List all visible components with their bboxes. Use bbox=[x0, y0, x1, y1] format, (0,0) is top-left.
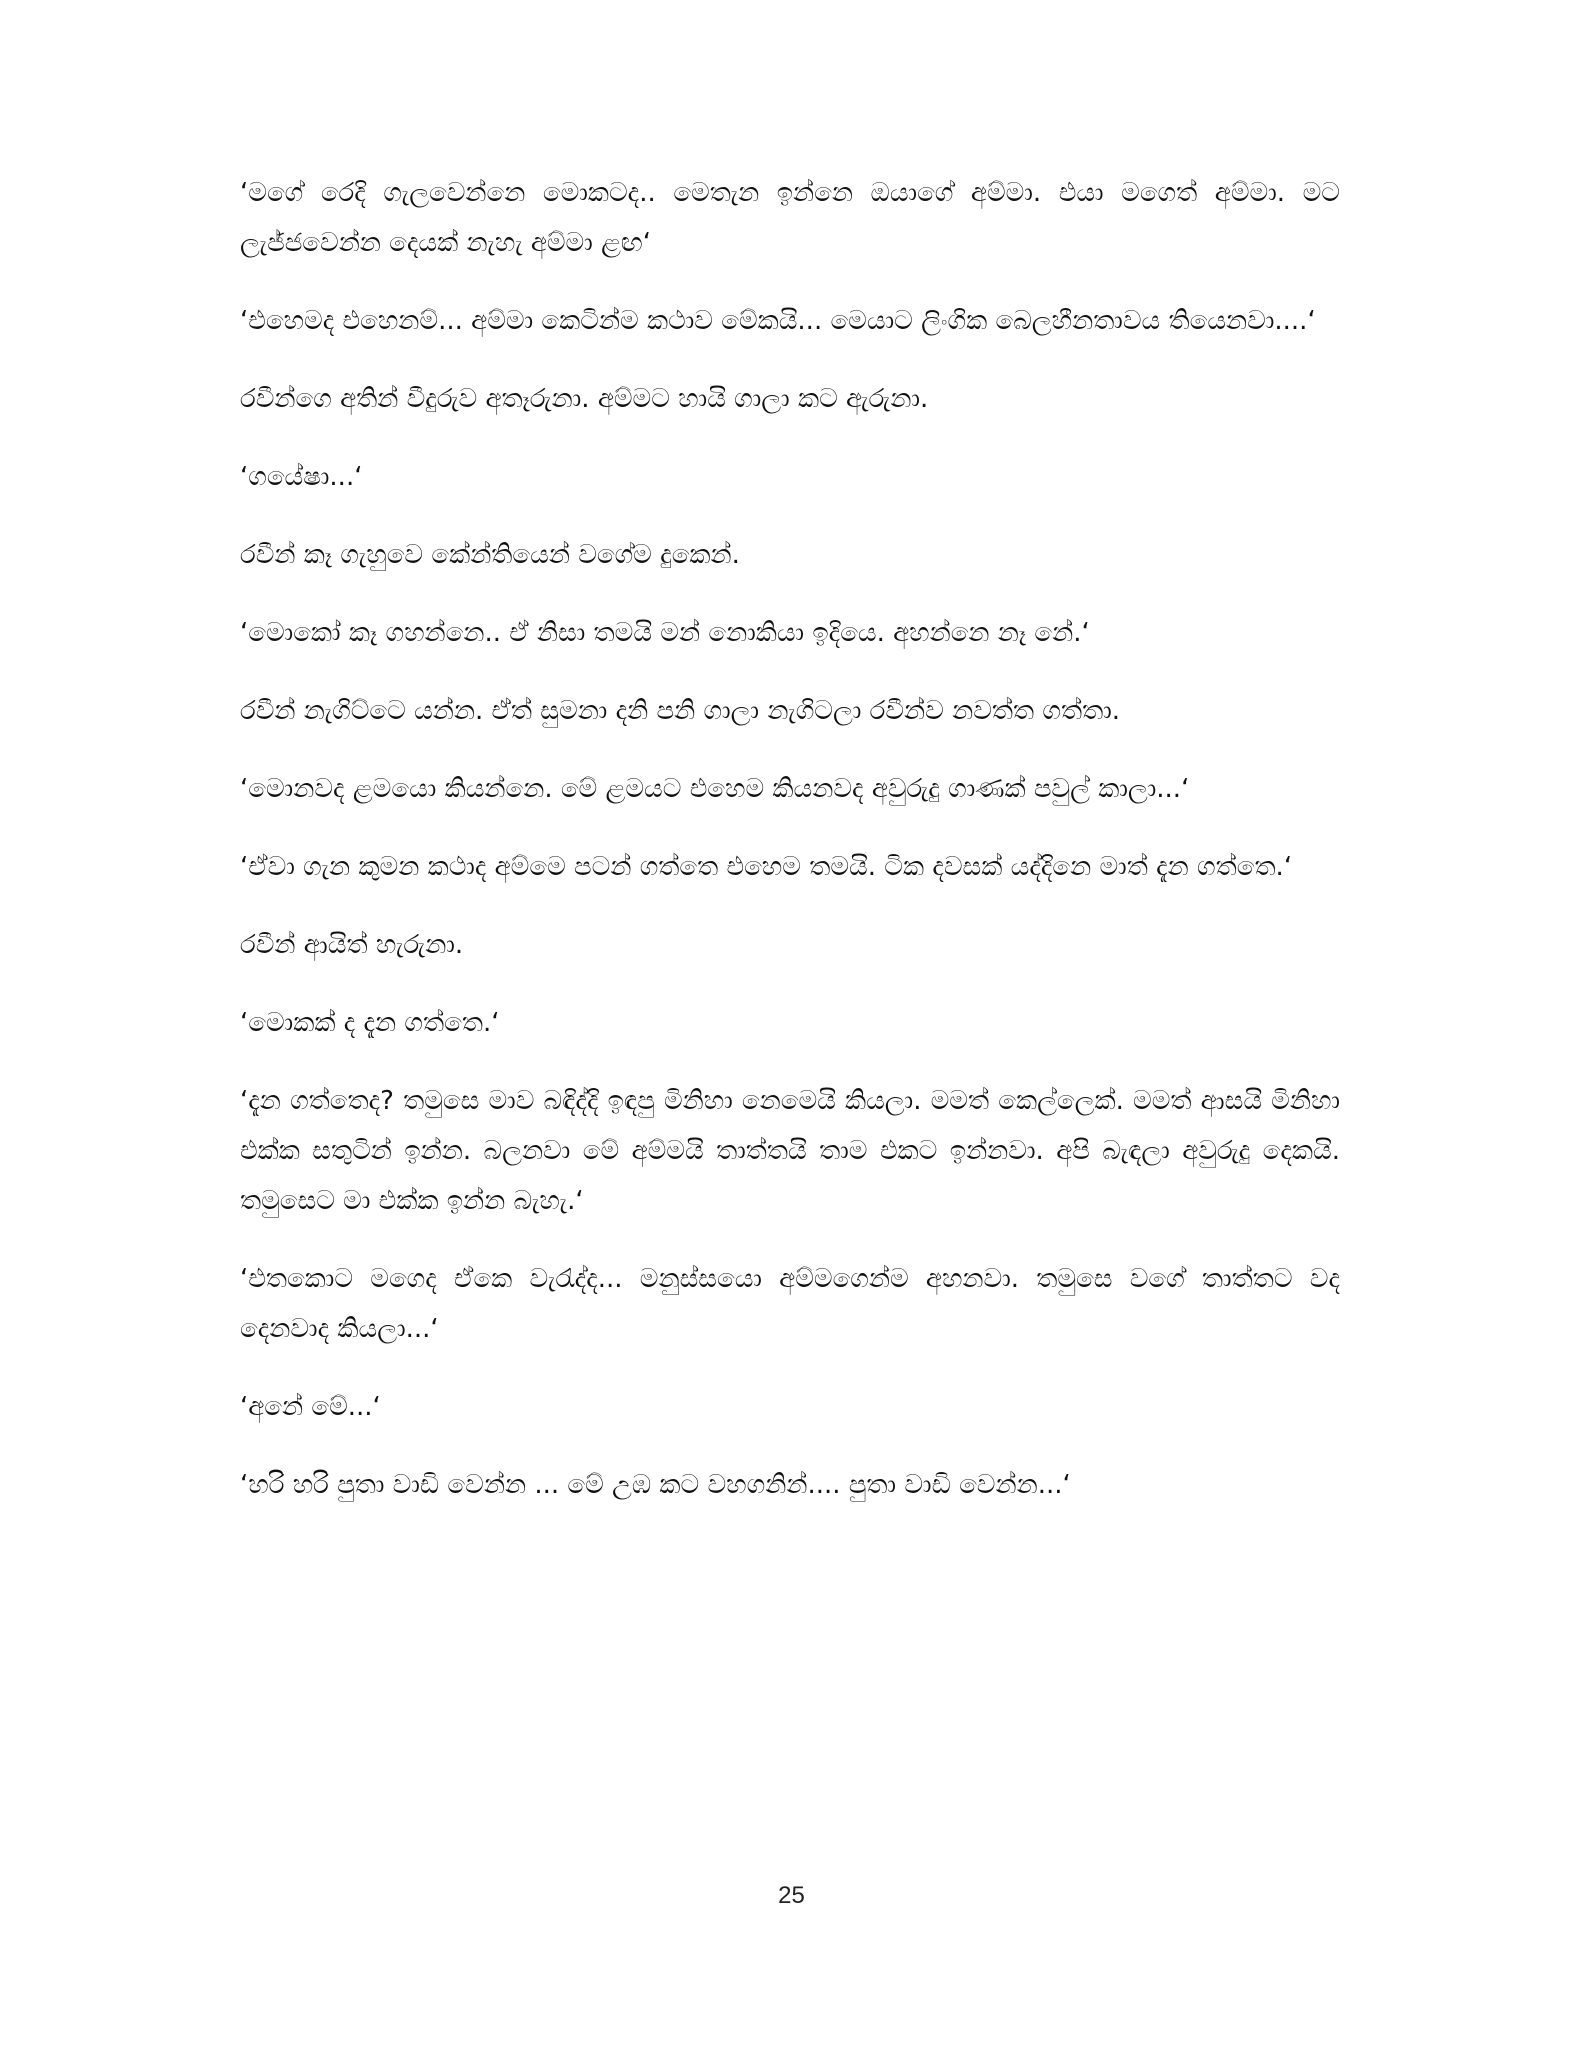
paragraph: ‘හරි හරි පුතා වාඩි වෙන්න ... මේ උඹ කට වහගනින්.... පුතා වාඩි වෙන්න...‘ bbox=[240, 1470, 1071, 1500]
paragraph: ‘ගයේෂා...‘ bbox=[240, 462, 363, 492]
paragraph: රවීන් ආයිත් හැරුනා. bbox=[240, 930, 464, 960]
page-number: 25 bbox=[778, 1882, 805, 1909]
body-text bbox=[240, 168, 1340, 1538]
paragraph: රවීන්ගෙ අතින් වීදුරුව අතෑරුනා. අම්මට හායි ගාලා කට ඇරුනා. bbox=[240, 384, 929, 414]
paragraph: රවීන් නැගිට්ටෙ යන්න. ඒත් සුමනා දනි පනි ගාලා නැගිටලා රවීන්ව නවත්ත ගත්තා. bbox=[240, 696, 1121, 726]
paragraph: ‘අනේ මේ...‘ bbox=[240, 1392, 381, 1422]
paragraph: ‘දැන ගත්තෙද? තමුසෙ මාව බඳිද්දි ඉඳපු මිනිහා නෙමෙයි කියලා. මමත් කෙල්ලෙක්. මමත් ආසයි මිනිහා එක්ක සතුටින් ඉන්න. බලනවා මේ අම්මයි තාත්තයි තාම එකට ඉන්නවා. අපි බැඳලා අවුරුදු දෙකයි. තමුසෙට මා එක්ක ඉන්න බැහැ.‘ bbox=[240, 1086, 1340, 1216]
paragraph: ‘මගේ රෙදි ගැලවෙන්නෙ මොකටද.. මෙතැන ඉන්නෙ ඔයාගේ අම්මා. එයා මගෙත් අම්මා. මට ලැජ්ජවෙන්න දෙයක් නැහැ අම්මා ළඟ‘ bbox=[240, 178, 1340, 258]
paragraph: ‘මොනවද ළමයො කියන්නෙ. මේ ළමයට එහෙම කියනවද අවුරුදු ගාණක් පවුල් කාලා...‘ bbox=[240, 774, 1190, 804]
paragraph: ‘ඒවා ගැන කුමන කථාද අම්මෙ පටන් ගත්තෙ එහෙම තමයි. ටික දවසක් යද්දිනෙ මාත් දැන ගත්තෙ.‘ bbox=[240, 852, 1293, 882]
paragraph: රවීන් කෑ ගැහුවෙ කේන්තියෙන් වගේම දුකෙන්. bbox=[240, 540, 740, 570]
paragraph: ‘මොකෝ කෑ ගහන්නෙ.. ඒ නිසා තමයි මන් නොකියා ඉදියෙ. අහන්නෙ නෑ නේ.‘ bbox=[240, 618, 1090, 648]
paragraph: ‘මොකක් ද දැන ගත්තෙ.‘ bbox=[240, 1008, 500, 1038]
paragraph: ‘එතකොට මගෙද ඒකෙ වැරැද්ද... මනුස්සයො අම්මගෙන්ම අහනවා. තමුසෙ වගේ තාත්තට වද දෙනවාද කියලා...‘ bbox=[240, 1264, 1340, 1344]
paragraph: ‘එහෙමද එහෙනම්... අම්මා කෙටින්ම කථාව මේකයි... මෙයාට ලිංගික බෙලහීනතාවය තියෙනවා....‘ bbox=[240, 306, 1316, 336]
